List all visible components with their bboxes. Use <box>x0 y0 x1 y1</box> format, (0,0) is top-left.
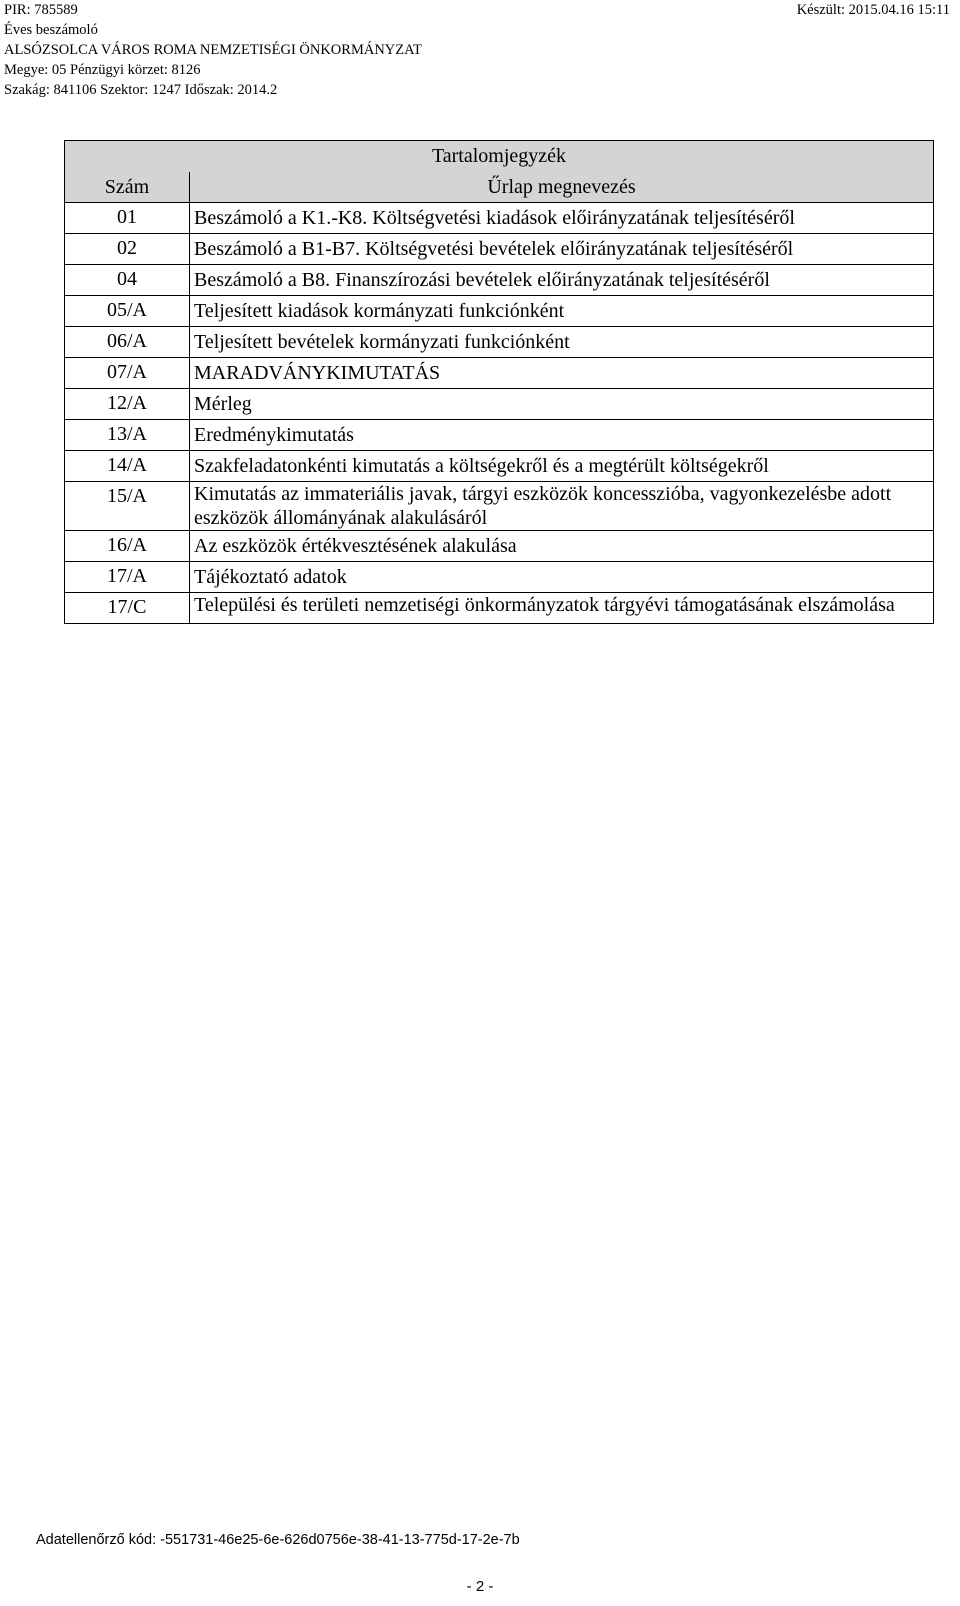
form-name: Települési és területi nemzetiségi önkormányzatok tárgyévi támogatásának elszámolása <box>190 593 934 624</box>
column-header-number: Szám <box>65 172 190 203</box>
form-name: Kimutatás az immateriális javak, tárgyi eszközök koncesszióba, vagyonkezelésbe adott eszközök állományának alakulásáról <box>190 482 934 531</box>
form-name: Teljesített kiadások kormányzati funkciónként <box>190 296 934 327</box>
form-name: Szakfeladatonkénti kimutatás a költségekről és a megtérült költségekről <box>190 451 934 482</box>
form-number: 16/A <box>65 531 190 562</box>
form-name: Beszámoló a B1-B7. Költségvetési bevételek előirányzatának teljesítéséről <box>190 234 934 265</box>
table-row <box>65 234 934 265</box>
form-name: Az eszközök értékvesztésének alakulása <box>190 531 934 562</box>
table-row <box>65 593 934 624</box>
sector-line: Szakág: 841106 Szektor: 1247 Időszak: 2014.2 <box>4 82 278 98</box>
form-number: 14/A <box>65 451 190 482</box>
table-row <box>65 482 934 531</box>
form-name: Mérleg <box>190 389 934 420</box>
form-name: Beszámoló a B8. Finanszírozási bevételek előirányzatának teljesítéséről <box>190 265 934 296</box>
toc-header-row <box>65 172 934 203</box>
table-row <box>65 358 934 389</box>
table-row <box>65 451 934 482</box>
table-row <box>65 562 934 593</box>
form-name: Teljesített bevételek kormányzati funkciónként <box>190 327 934 358</box>
form-number: 15/A <box>65 482 190 531</box>
form-number: 01 <box>65 203 190 234</box>
table-row <box>65 531 934 562</box>
toc-title: Tartalomjegyzék <box>65 141 934 173</box>
form-name: Beszámoló a K1.-K8. Költségvetési kiadások előirányzatának teljesítéséről <box>190 203 934 234</box>
form-number: 04 <box>65 265 190 296</box>
document-header <box>4 0 422 100</box>
created-timestamp: Készült: 2015.04.16 15:11 <box>796 2 950 18</box>
table-of-contents <box>64 140 934 624</box>
table-row <box>65 296 934 327</box>
form-name: MARADVÁNYKIMUTATÁS <box>190 358 934 389</box>
table-row <box>65 420 934 451</box>
form-number: 02 <box>65 234 190 265</box>
table-row <box>65 327 934 358</box>
form-number: 12/A <box>65 389 190 420</box>
form-number: 07/A <box>65 358 190 389</box>
table-row <box>65 265 934 296</box>
form-number: 17/C <box>65 593 190 624</box>
form-number: 17/A <box>65 562 190 593</box>
column-header-form-name: Űrlap megnevezés <box>190 172 934 203</box>
report-type: Éves beszámoló <box>4 22 98 38</box>
form-name: Eredménykimutatás <box>190 420 934 451</box>
pir-line: PIR: 785589 <box>4 2 78 18</box>
check-code: Adatellenőrző kód: -551731-46e25-6e-626d0756e-38-41-13-775d-17-2e-7b <box>36 1532 520 1548</box>
toc-title-row <box>65 141 934 173</box>
organization-name: ALSÓZSOLCA VÁROS ROMA NEMZETISÉGI ÖNKORMÁNYZAT <box>4 42 422 58</box>
table-row <box>65 389 934 420</box>
form-number: 06/A <box>65 327 190 358</box>
table-row <box>65 203 934 234</box>
form-number: 05/A <box>65 296 190 327</box>
county-line: Megye: 05 Pénzügyi körzet: 8126 <box>4 62 201 78</box>
form-number: 13/A <box>65 420 190 451</box>
page-number: - 2 - <box>466 1578 494 1595</box>
form-name: Tájékoztató adatok <box>190 562 934 593</box>
toc-rows <box>65 203 934 624</box>
